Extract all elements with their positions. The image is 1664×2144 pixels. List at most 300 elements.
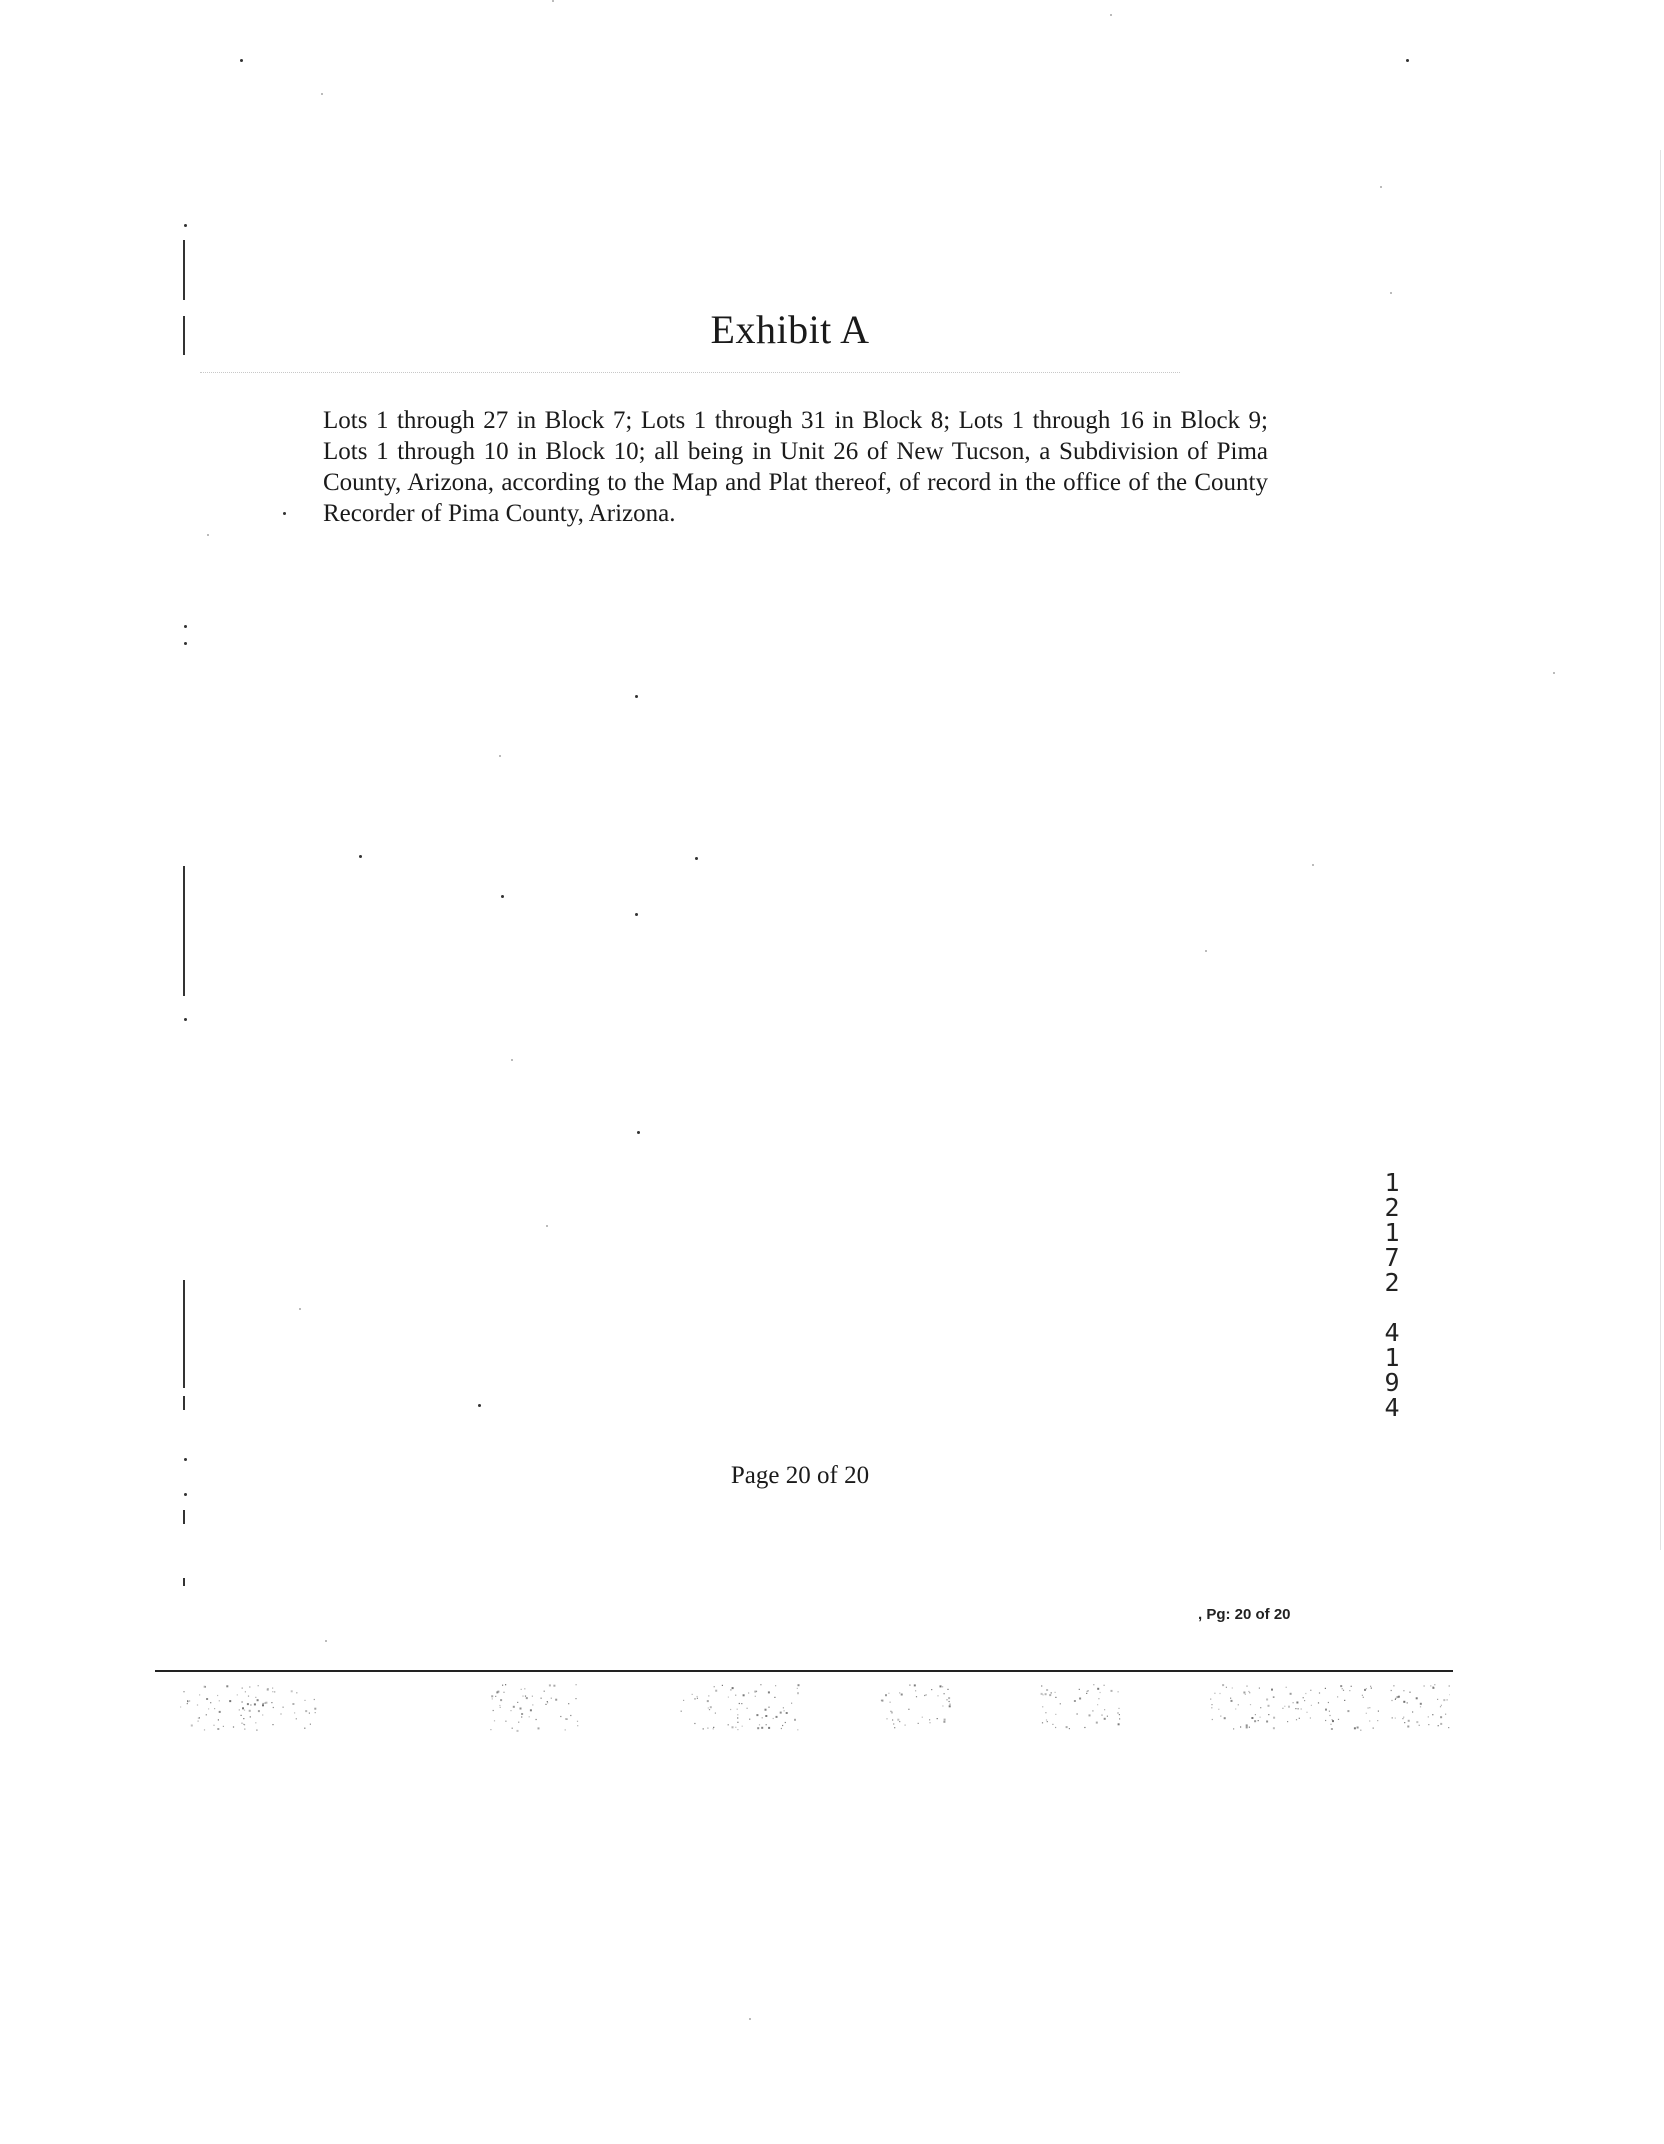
scan-speck (722, 1685, 723, 1686)
scan-speck (760, 1684, 761, 1685)
scan-speck (1051, 1692, 1052, 1693)
scan-speck (294, 1712, 295, 1713)
scan-speck (732, 1687, 734, 1689)
scan-speck (274, 1691, 275, 1692)
scan-speck (1041, 1693, 1043, 1695)
scan-speck (502, 1685, 503, 1686)
scan-speck (560, 1716, 561, 1717)
scan-speck (1362, 1695, 1363, 1696)
faint-speck (499, 755, 501, 757)
scan-speck (1218, 1709, 1219, 1710)
scan-speck (1441, 1705, 1442, 1706)
scan-speck (272, 1691, 273, 1692)
margin-mark (183, 1366, 185, 1388)
scan-speck (1366, 1688, 1367, 1689)
scan-speck (918, 1723, 919, 1724)
scan-speck (529, 1716, 530, 1717)
scan-speck (1246, 1726, 1248, 1728)
scan-speck (697, 1696, 698, 1697)
scan-speck (899, 1692, 900, 1693)
scan-speck (1364, 1689, 1366, 1691)
scan-speck (794, 1719, 796, 1721)
scan-speck (886, 1718, 887, 1719)
scan-speck (245, 1691, 246, 1692)
scan-speck (218, 1719, 219, 1720)
scan-speck (1248, 1691, 1249, 1692)
scan-speck (755, 1696, 756, 1697)
recording-number-digit: 4 (1384, 1318, 1400, 1347)
scan-speck (568, 1703, 569, 1704)
speck (184, 625, 187, 628)
scan-speck (924, 1695, 925, 1696)
scan-speck (1118, 1691, 1119, 1692)
speck (635, 695, 638, 698)
page-number: Page 20 of 20 (730, 1462, 870, 1489)
scan-speck (909, 1685, 910, 1686)
faint-speck (1110, 14, 1112, 16)
scan-speck (273, 1707, 274, 1708)
scan-speck (1301, 1708, 1302, 1709)
scan-speck (199, 1694, 200, 1695)
scan-speck (1238, 1704, 1239, 1705)
scan-speck (495, 1696, 496, 1697)
scan-speck (1445, 1714, 1446, 1715)
scan-speck (1096, 1722, 1098, 1724)
scan-speck (1117, 1712, 1118, 1713)
scan-speck (926, 1694, 927, 1695)
scan-speck (536, 1719, 537, 1720)
recording-number-digit: 7 (1384, 1243, 1400, 1272)
recorder-page-stamp: , Pg: 20 of 20 (1198, 1606, 1291, 1623)
speck (1406, 59, 1409, 62)
speck (184, 642, 187, 645)
scan-speck (1052, 1724, 1053, 1725)
scan-speck (310, 1724, 311, 1725)
scan-speck (748, 1692, 749, 1693)
scan-speck (1101, 1715, 1102, 1716)
scan-speck (1296, 1719, 1297, 1720)
recording-number-digit: 1 (1384, 1218, 1400, 1247)
scan-speck (250, 1704, 251, 1705)
scan-speck (937, 1695, 938, 1696)
scan-speck (1393, 1685, 1394, 1686)
scan-speck (888, 1693, 889, 1694)
scan-speck (929, 1719, 930, 1720)
scan-speck (242, 1688, 243, 1689)
scan-speck (797, 1688, 798, 1689)
scan-speck (254, 1703, 256, 1705)
footer-rule (155, 1670, 1453, 1672)
scan-speck (538, 1727, 540, 1729)
scan-speck (237, 1694, 238, 1695)
scan-speck (1408, 1720, 1410, 1722)
faint-speck (511, 1059, 513, 1061)
faint-speck (552, 0, 554, 2)
scan-speck (521, 1689, 522, 1690)
scan-speck (526, 1697, 528, 1699)
scan-speck (774, 1697, 775, 1698)
scan-speck (1351, 1686, 1352, 1687)
scan-speck (1332, 1719, 1333, 1720)
scan-speck (1420, 1706, 1421, 1707)
scan-speck (1419, 1725, 1420, 1726)
scan-speck (737, 1714, 738, 1715)
scan-speck (1368, 1707, 1369, 1708)
scan-speck (1045, 1712, 1046, 1713)
margin-mark (183, 1280, 185, 1370)
scan-speck (248, 1696, 249, 1697)
scan-speck (262, 1714, 263, 1715)
scan-speck (1282, 1708, 1283, 1709)
scan-speck (1338, 1719, 1339, 1720)
scan-speck (893, 1723, 894, 1724)
scan-speck (1246, 1686, 1247, 1687)
recording-number-gap (1380, 1295, 1404, 1320)
scan-speck (1097, 1688, 1099, 1690)
scan-speck (1303, 1697, 1304, 1698)
scan-speck (1086, 1693, 1087, 1694)
scan-speck (1344, 1700, 1345, 1701)
scan-speck (730, 1689, 731, 1690)
scan-speck (255, 1722, 256, 1723)
scan-speck (255, 1697, 256, 1698)
scan-speck (1407, 1726, 1409, 1728)
scan-speck (544, 1691, 545, 1692)
scan-speck (1219, 1693, 1220, 1694)
scan-speck (714, 1686, 715, 1687)
scan-speck (786, 1712, 788, 1714)
scan-speck (946, 1699, 947, 1700)
scan-speck (710, 1706, 712, 1708)
scan-speck (499, 1705, 500, 1706)
speck (478, 1404, 481, 1407)
speck (240, 59, 243, 62)
scan-speck (1254, 1720, 1256, 1722)
scan-speck (783, 1707, 784, 1708)
scan-speck (250, 1716, 251, 1717)
scan-speck (183, 1691, 184, 1692)
scan-speck (756, 1714, 758, 1716)
scan-speck (213, 1725, 214, 1726)
scan-speck (1354, 1727, 1356, 1729)
scan-speck (258, 1685, 259, 1686)
scan-speck (518, 1722, 519, 1723)
scan-speck (1104, 1685, 1105, 1686)
scan-speck (1432, 1714, 1433, 1715)
scan-speck (1042, 1722, 1043, 1723)
legal-description: Lots 1 through 27 in Block 7; Lots 1 through 31 in Block 8; Lots 1 through 16 in Block 9; Lots 1 through 10 in Block 10; all being in Unit 26 of New Tucson, a Subdivision of Pima County, Arizona, according to the Map and Plat thereof, of record in the office of the County Recorder of Pima County, Arizona. (323, 407, 1268, 527)
scan-speck (1440, 1716, 1442, 1718)
scan-speck (189, 1700, 190, 1701)
scan-speck (500, 1699, 502, 1701)
scan-speck (229, 1700, 231, 1702)
scan-speck (735, 1727, 736, 1728)
scan-speck (1060, 1703, 1061, 1704)
scan-speck (1306, 1712, 1307, 1713)
scan-speck (1224, 1717, 1226, 1719)
recording-number-digit: 1 (1384, 1343, 1400, 1372)
scan-speck (1395, 1699, 1396, 1700)
scan-speck (1240, 1726, 1241, 1727)
scan-speck (1273, 1727, 1275, 1729)
scan-speck (547, 1701, 548, 1702)
scan-speck (703, 1728, 704, 1729)
scan-speck (1438, 1725, 1439, 1726)
scan-speck (223, 1726, 224, 1727)
scan-speck (697, 1698, 698, 1699)
scan-speck (244, 1729, 245, 1730)
scan-speck (1231, 1700, 1233, 1702)
scan-speck (258, 1710, 260, 1712)
scan-speck (1440, 1723, 1442, 1725)
scan-speck (715, 1690, 717, 1692)
scan-speck (525, 1696, 526, 1697)
scan-speck (577, 1725, 578, 1726)
scan-speck (549, 1684, 551, 1686)
scan-speck (742, 1726, 743, 1727)
scan-speck (541, 1698, 542, 1699)
scan-speck (1428, 1724, 1429, 1725)
scan-speck (1268, 1714, 1269, 1715)
scan-speck (761, 1727, 763, 1729)
scan-speck (1079, 1698, 1081, 1700)
scan-speck (494, 1720, 495, 1721)
scan-speck (187, 1703, 188, 1704)
scan-speck (1074, 1700, 1076, 1702)
scan-speck (785, 1722, 786, 1723)
scan-speck (283, 1707, 284, 1708)
scan-speck (187, 1700, 188, 1701)
scan-speck (1287, 1721, 1288, 1722)
scan-speck (1212, 1719, 1213, 1720)
scan-speck (894, 1727, 895, 1728)
scan-speck (1370, 1686, 1371, 1687)
scan-speck (1448, 1727, 1449, 1728)
scan-speck (1119, 1714, 1120, 1715)
scan-speck (683, 1700, 684, 1701)
scan-speck (737, 1729, 738, 1730)
scan-speck (1403, 1717, 1404, 1718)
scan-speck (1304, 1700, 1305, 1701)
scan-speck (1318, 1702, 1319, 1703)
scan-speck (1449, 1685, 1450, 1686)
scan-speck (241, 1715, 242, 1716)
scan-speck (553, 1685, 555, 1687)
scan-speck (1259, 1688, 1260, 1689)
scan-speck (530, 1709, 532, 1711)
scan-speck (1245, 1694, 1246, 1695)
scan-speck (577, 1721, 578, 1722)
scan-speck (1437, 1699, 1438, 1700)
scan-speck (1042, 1706, 1043, 1707)
scan-speck (784, 1710, 785, 1711)
scan-speck (797, 1729, 798, 1730)
scan-speck (522, 1696, 523, 1697)
scan-speck (1424, 1685, 1425, 1686)
scan-speck (249, 1710, 251, 1712)
scan-speck (517, 1730, 519, 1732)
scan-speck (296, 1692, 297, 1693)
faint-speck (321, 93, 323, 95)
scan-speck (915, 1690, 916, 1691)
speck (359, 855, 362, 858)
scan-speck (314, 1699, 315, 1700)
scan-speck (1363, 1697, 1364, 1698)
scan-speck (512, 1728, 513, 1729)
scan-speck (708, 1707, 709, 1708)
scan-speck (199, 1717, 200, 1718)
scan-speck (1305, 1693, 1306, 1694)
scan-speck (204, 1686, 206, 1688)
scan-speck (1077, 1713, 1078, 1714)
scan-speck (304, 1700, 305, 1701)
margin-mark (183, 866, 185, 996)
scan-speck (949, 1701, 950, 1702)
scan-speck (309, 1713, 310, 1714)
scan-speck (1409, 1692, 1410, 1693)
scan-speck (737, 1709, 738, 1710)
scan-speck (922, 1717, 923, 1718)
scan-speck (1255, 1714, 1256, 1715)
scan-speck (1232, 1687, 1233, 1688)
scan-speck (931, 1689, 932, 1690)
faint-speck (749, 2018, 751, 2020)
scan-speck (1337, 1696, 1338, 1697)
scan-speck (1403, 1701, 1405, 1703)
scan-speck (1331, 1728, 1333, 1730)
faint-speck (1312, 864, 1314, 866)
scan-speck (1434, 1684, 1435, 1685)
scan-speck (1329, 1711, 1330, 1712)
scan-speck (1097, 1704, 1098, 1705)
exhibit-title: Exhibit A (710, 307, 870, 352)
scan-speck (943, 1721, 945, 1723)
scan-speck (768, 1691, 770, 1693)
scan-speck (692, 1694, 693, 1695)
scan-speck (1100, 1692, 1101, 1693)
scan-speck (1210, 1699, 1211, 1700)
scan-speck (707, 1700, 709, 1702)
scan-speck (780, 1712, 782, 1714)
scan-speck (1049, 1694, 1051, 1696)
scan-speck (1325, 1709, 1327, 1711)
scan-speck (257, 1699, 259, 1701)
scan-speck (891, 1712, 893, 1714)
scan-edge (1660, 150, 1661, 1550)
scan-speck (1412, 1711, 1413, 1712)
scan-speck (1391, 1690, 1392, 1691)
scan-speck (897, 1719, 899, 1721)
scan-speck (1288, 1706, 1290, 1708)
scan-speck (948, 1697, 950, 1699)
scan-speck (1104, 1718, 1106, 1720)
scan-speck (492, 1698, 493, 1699)
scan-speck (555, 1699, 557, 1701)
scan-speck (233, 1726, 234, 1727)
speck (635, 913, 638, 916)
scan-speck (940, 1685, 942, 1687)
scan-speck (1343, 1690, 1344, 1691)
scan-speck (1084, 1727, 1085, 1728)
scan-speck (575, 1698, 576, 1699)
scan-speck (768, 1707, 769, 1708)
scan-speck (1118, 1723, 1120, 1725)
scan-speck (503, 1692, 504, 1693)
scan-speck (681, 1711, 682, 1712)
scan-speck (256, 1730, 257, 1731)
recording-number-digit: 2 (1384, 1268, 1400, 1297)
scan-speck (708, 1695, 709, 1696)
scan-speck (510, 1710, 511, 1711)
scan-speck (217, 1695, 218, 1696)
scan-speck (1342, 1688, 1343, 1689)
scan-speck (743, 1694, 745, 1696)
scan-speck (1329, 1715, 1330, 1716)
scan-speck (1369, 1707, 1370, 1708)
scan-speck (1319, 1692, 1320, 1693)
scan-speck (765, 1715, 767, 1717)
scan-speck (905, 1725, 906, 1726)
scan-speck (1397, 1696, 1399, 1698)
scan-speck (315, 1712, 316, 1713)
scan-speck (265, 1702, 267, 1704)
scan-speck (204, 1729, 205, 1730)
scan-speck (520, 1708, 522, 1710)
scan-speck (1093, 1684, 1094, 1685)
scan-speck (1047, 1721, 1048, 1722)
scan-speck (1258, 1720, 1259, 1721)
scan-speck (1043, 1694, 1044, 1695)
scan-speck (1214, 1693, 1215, 1694)
scan-speck (1243, 1692, 1245, 1694)
scan-speck (768, 1727, 770, 1729)
scan-speck (1293, 1702, 1294, 1703)
scan-speck (1066, 1726, 1068, 1728)
scan-speck (937, 1718, 938, 1719)
faint-speck (546, 1225, 548, 1227)
scan-speck (741, 1703, 742, 1704)
scan-speck (1340, 1685, 1342, 1687)
scan-dotted-line (200, 372, 1180, 374)
scan-speck (305, 1710, 307, 1712)
scan-speck (1284, 1706, 1285, 1707)
scan-speck (1055, 1727, 1056, 1728)
faint-speck (1205, 950, 1207, 952)
scan-speck (1295, 1708, 1296, 1709)
scan-speck (1440, 1706, 1441, 1707)
speck (184, 1458, 187, 1461)
scan-speck (713, 1727, 714, 1728)
scan-speck (1119, 1718, 1120, 1719)
scan-speck (947, 1689, 948, 1690)
scan-speck (217, 1728, 219, 1730)
speck (637, 1131, 640, 1134)
scan-speck (715, 1713, 716, 1714)
scan-speck (532, 1696, 533, 1697)
scan-speck (1104, 1709, 1105, 1710)
scan-speck (901, 1694, 903, 1696)
scan-speck (208, 1708, 209, 1709)
scan-speck (1046, 1689, 1048, 1691)
scan-speck (1260, 1707, 1261, 1708)
scan-speck (1378, 1711, 1379, 1712)
scan-speck (521, 1716, 522, 1717)
scan-speck (1230, 1698, 1231, 1699)
scan-speck (1251, 1717, 1253, 1719)
speck (184, 1018, 187, 1021)
scan-speckle-band (160, 1680, 1450, 1736)
scan-speck (296, 1718, 297, 1719)
